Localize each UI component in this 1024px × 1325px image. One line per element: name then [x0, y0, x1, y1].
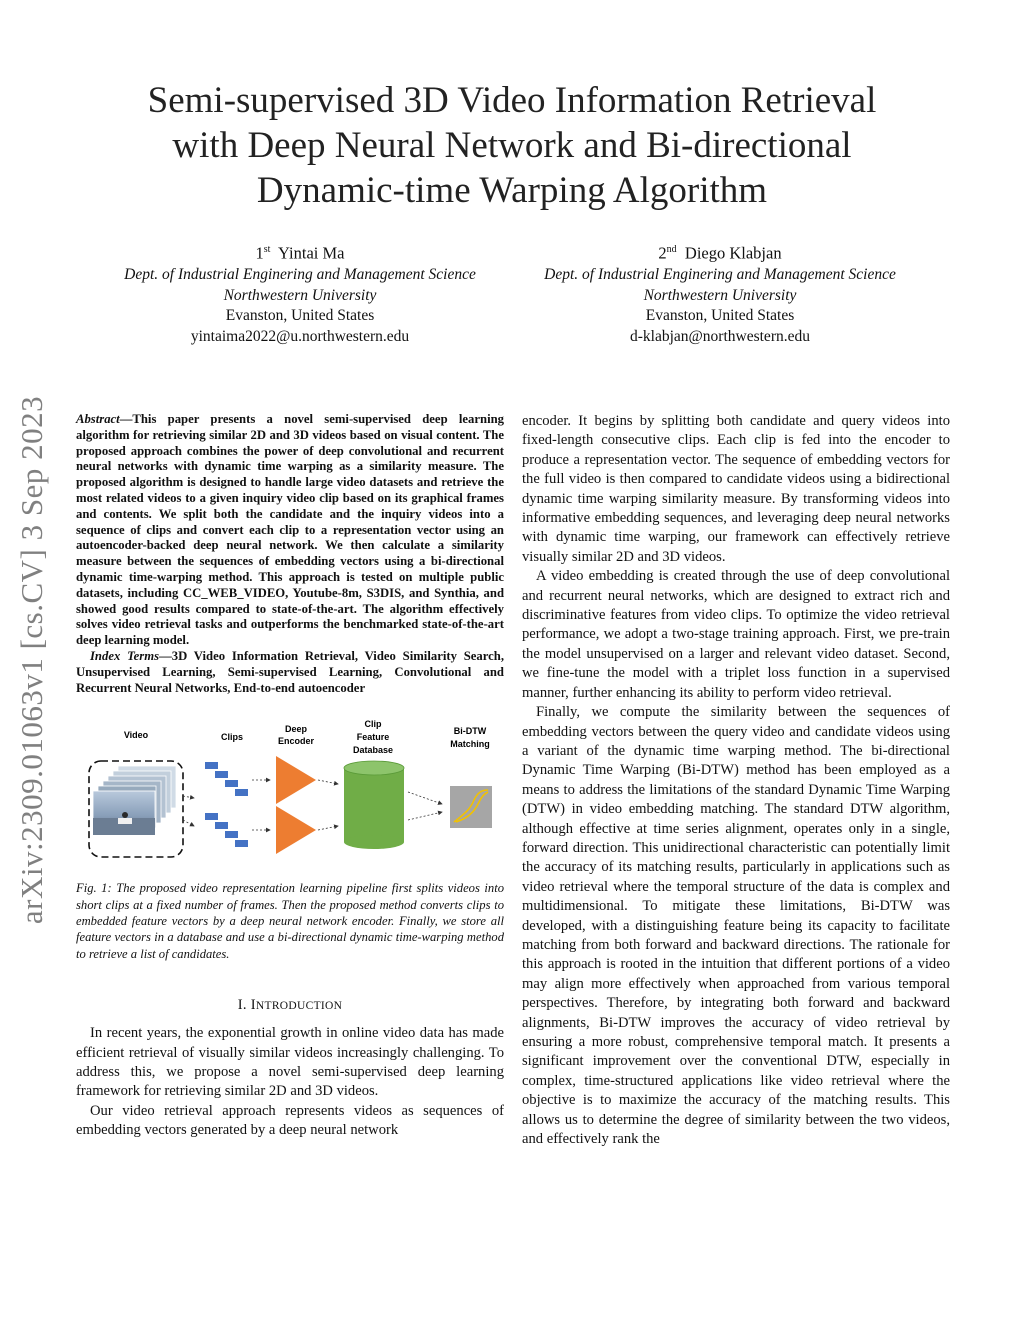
section-title-rest: NTRODUCTION	[255, 999, 343, 1012]
encoder-triangle-lower	[276, 806, 316, 854]
title-line-3: Dynamic-time Warping Algorithm	[256, 170, 768, 211]
pipeline-diagram	[76, 718, 504, 868]
clip-block	[235, 840, 248, 847]
section-heading	[76, 996, 504, 1016]
author-ordinal-suffix: st	[263, 244, 271, 255]
author-name-text: Diego Klabjan	[684, 243, 782, 263]
clip-block	[205, 762, 218, 769]
label-match-2: Matching	[450, 739, 490, 750]
clip-block	[215, 771, 228, 778]
arxiv-sidebar	[14, 360, 50, 960]
author-ordinal-suffix: nd	[666, 244, 677, 255]
video-frames	[93, 766, 176, 835]
clip-block	[225, 780, 238, 787]
abstract	[76, 412, 504, 649]
author-location: Evanston, United States	[225, 307, 375, 324]
right-paragraph-2: A video embedding is created through the use of deep convolutional and recurrent neural networks, which are designed to extract rich and discriminative features from video clips. To optimize the video retrieval performance, we adopt a two-stage training approach. First, we pre-train the model unsupervised on a larger and relevant video dataset. Second, we fine-tune the model with a triplet loss function in a supervised manner, further enhancing its ability to perform video retrieval.	[522, 568, 950, 701]
author-ordinal: 2	[658, 243, 667, 263]
title-line-1: Semi-supervised 3D Video Information Retrieval	[147, 80, 877, 121]
author-dept: Dept. of Industrial Enginering and Management Science	[124, 266, 476, 283]
author-email[interactable]: yintaima2022@u.northwestern.edu	[190, 327, 410, 345]
author-name	[80, 240, 520, 264]
author-location: Evanston, United States	[645, 307, 795, 324]
author-email[interactable]: d-klabjan@northwestern.edu	[630, 327, 810, 345]
clip-block	[225, 831, 238, 838]
title-line-2: with Deep Neural Network and Bi-directional	[172, 125, 852, 166]
clip-block	[235, 789, 248, 796]
paper-title	[0, 78, 1024, 213]
label-video: Video	[123, 730, 149, 741]
author-university: Northwestern University	[223, 286, 377, 304]
abstract-label: Abstract	[76, 412, 120, 426]
clip-group-upper	[205, 762, 248, 796]
section-title-first: I	[250, 996, 256, 1013]
arxiv-identifier[interactable]: arXiv:2309.01063v1 [cs.CV] 3 Sep 2023	[14, 395, 49, 925]
clip-block	[205, 813, 218, 820]
author-name-text: Yintai Ma	[278, 243, 345, 263]
label-db-1: Clip	[364, 719, 382, 730]
section-number: I.	[237, 996, 247, 1013]
label-db-2: Feature	[356, 732, 390, 743]
intro-paragraph-2: Our video retrieval approach represents videos as sequences of embedding vectors generated by a deep neural network	[76, 1102, 504, 1139]
index-terms-label: Index Terms	[90, 648, 160, 663]
label-clips: Clips	[220, 732, 244, 743]
encoder-triangle-upper	[276, 756, 316, 804]
database-cylinder	[344, 761, 404, 849]
author-university: Northwestern University	[643, 286, 797, 304]
figure-caption: Fig. 1: The proposed video representation learning pipeline first splits videos into short clips at a fixed number of frames. Then the proposed method converts clips to embedded feature vectors by a deep neural network encoder. Finally, we store all feature vectors in a database and use a bi-directional dynamic time-warping method to retrieve a list of candidates.	[76, 881, 504, 961]
intro-paragraph-1: In recent years, the exponential growth in online video data has made efficient retrieval of visually similar videos increasingly challenging. To address this, we propose a novel semi-supervised deep learning framework for retrieving similar 2D and 3D videos.	[76, 1025, 504, 1100]
label-deep-encoder-2: Encoder	[277, 736, 315, 747]
label-match-1: Bi-DTW	[453, 726, 487, 737]
index-terms	[76, 649, 504, 696]
author-name	[500, 240, 940, 264]
right-paragraph-1: encoder. It begins by splitting both candidate and query videos into fixed-length consecutive clips. Each clip is fed into the encoder to produce a representation vector. The sequence of embedding vectors for the full video is then compared to candidate videos using a bidirectional dynamic time warping similarity measure. By transforming videos into informative embedding sequences, and leveraging deep neural networks with dynamic time warping, our framework can effectively retrieve visually similar 2D and 3D videos.	[522, 413, 950, 565]
author-dept: Dept. of Industrial Enginering and Management Science	[544, 266, 896, 283]
label-db-3: Database	[352, 745, 394, 756]
abstract-text: —This paper presents a novel semi-supervised deep learning algorithm for retrieving similar 2D and 3D videos based on visual content. The proposed approach combines the power of deep convolutional and recurrent neural networks with dynamic time warping as a similarity measure. The proposed algorithm is designed to handle large video datasets and retrieve the most related videos to a given inquiry video clip based on its graphical frames and contents. We split both the candidate and the inquiry videos into a sequence of clips and convert each clip to a representation vector using an autoencoder-backed deep neural network. We then calculate a similarity measure between the sequences of embedding vectors using a bi-directional dynamic time-warping method. This approach is tested on multiple public datasets, including CC_WEB_VIDEO, Youtube-8m, S3DIS, and Synthia, and showed good results compared to state-of-the-art. The algorithm effectively solves video retrieval tasks and outperforms the benchmarked state-of-the-art deep learning model.	[76, 412, 504, 648]
right-paragraph-3: Finally, we compute the similarity between the sequences of embedding vectors between the query video and candidate videos using a variant of the dynamic time warping method. The bi-directional Dynamic Time Warping (Bi-DTW) method has been employed as a means to address the limitations of the standard Dynamic Time Warping (DTW) in video embedding matching. The standard DTW algorithm, although effective at time series alignment, operates only in a single, forward direction. This unidirectional characteristic can potentially limit the accuracy of its matching results, particularly in applications such as video retrieval where the temporal structure of the data is complex and multidimensional. To mitigate these limitations, Bi-DTW was developed, with a distinguishing feature being its capacity to facilitate matching from both forward and backward directions. The rationale for this approach is rooted in the intuition that different portions of a video may align more effectively when approached from various temporal perspectives. Therefore, by integrating both forward and backward alignments, Bi-DTW improves the accuracy of video retrieval by ensuring a more robust, comprehensive temporal match. It presents a significant improvement over the conventional DTW, especially in complex, time-structured applications like video retrieval where the objective is to maximize the accuracy of the matching results. This allows us to determine the degree of similarity between the two videos, and effectively rank the	[522, 704, 950, 1148]
clip-group-lower	[205, 813, 248, 847]
left-column	[76, 412, 504, 1141]
index-terms-text: —3D Video Information Retrieval, Video Similarity Search, Unsupervised Learning, Semi-supervised Learning, Convolutional and Recurrent Neural Networks, End-to-end autoencoder	[76, 648, 504, 695]
clip-block	[215, 822, 228, 829]
author-ordinal: 1	[255, 243, 264, 263]
right-column	[522, 412, 950, 1149]
figure-1	[76, 718, 504, 868]
label-deep-encoder-1: Deep	[284, 724, 308, 735]
author-block-1	[80, 240, 520, 347]
author-block-2	[500, 240, 940, 347]
